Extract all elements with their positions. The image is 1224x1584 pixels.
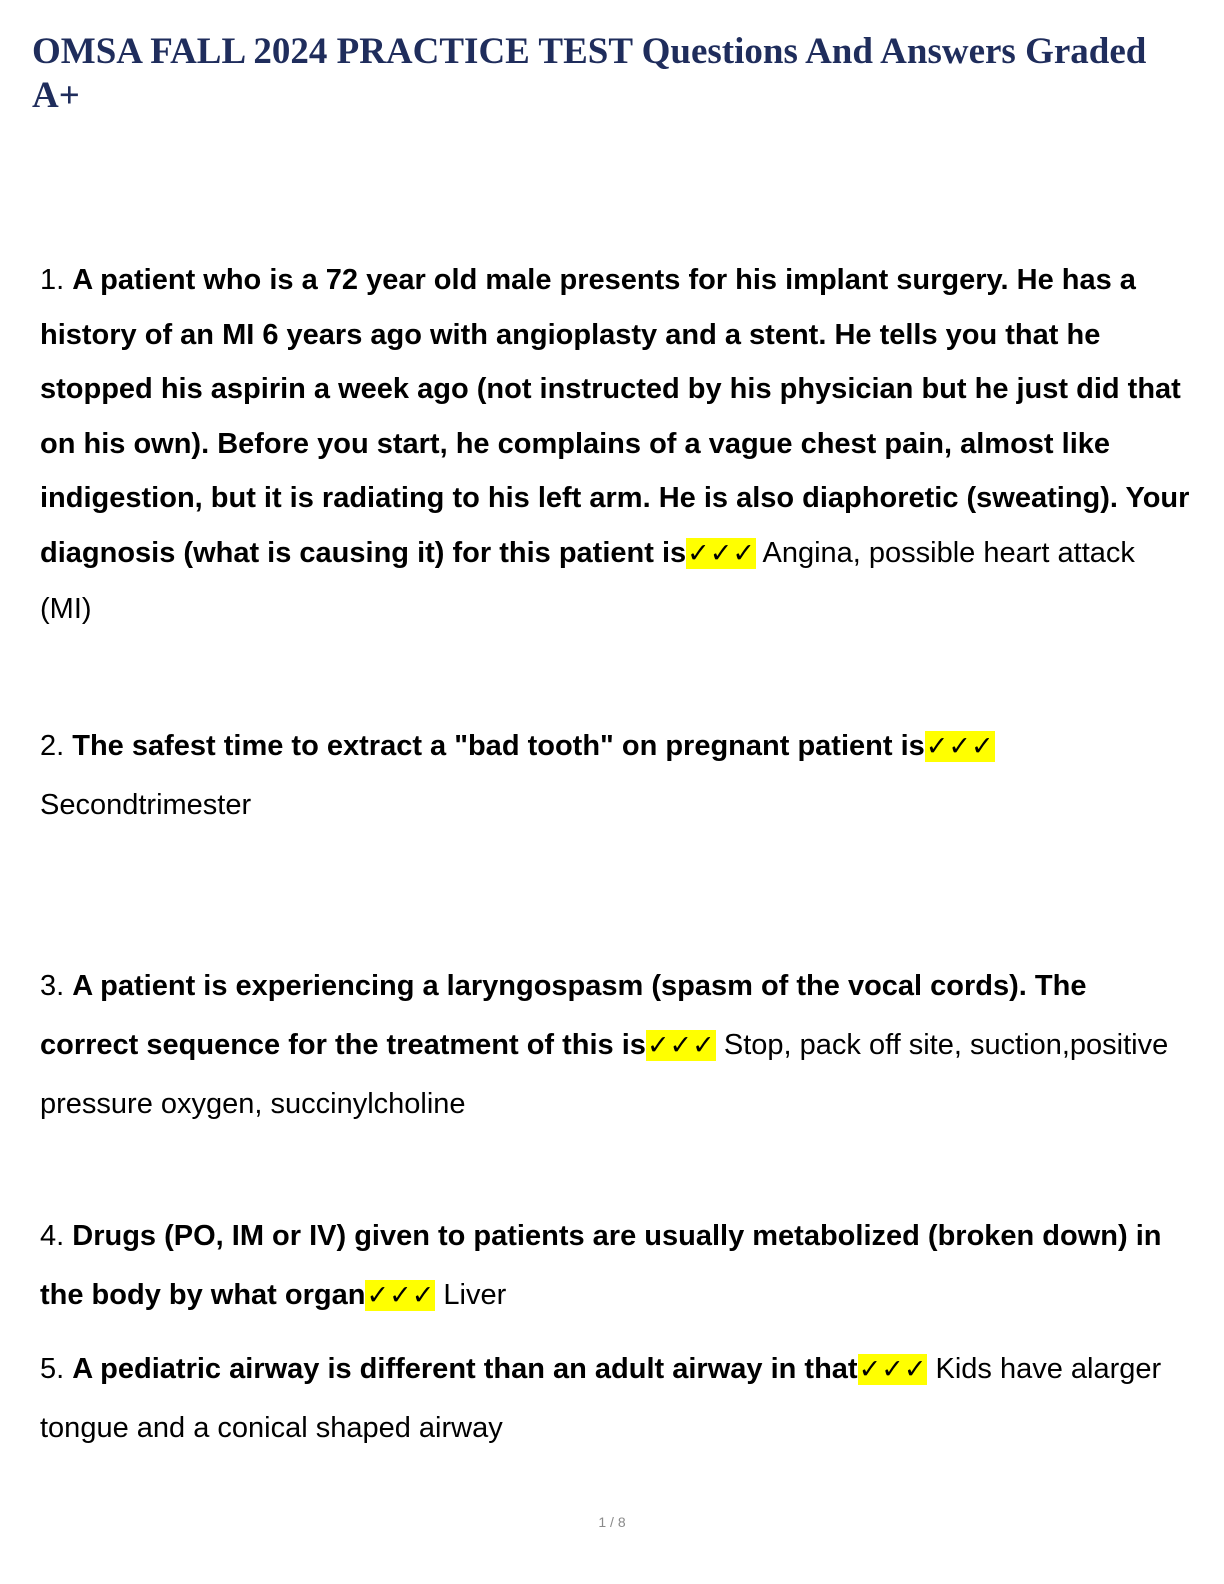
question-number: 5.: [40, 1353, 65, 1385]
check-mark-icon: ✓✓✓: [687, 537, 756, 569]
question-item: [40, 957, 1190, 1134]
question-text: A patient who is a 72 year old male presents for his implant surgery. He has a history of an MI 6 years ago with angioplasty and a stent. He tells you that he stopped his aspirin a week ago (not instructed by his physician but he just did that on his own). Before you start, he complains of a vague chest pain, almost like indigestion, but it is radiating to his left arm. He is also diaphoretic (sweating). Your diagnosis (what is causing it) for this patient is: [40, 264, 1190, 569]
check-mark-icon: ✓✓✓: [858, 1354, 927, 1385]
question-number: 3.: [40, 970, 65, 1002]
page-indicator: 1 / 8: [598, 1514, 626, 1530]
document-title: OMSA FALL 2024 PRACTICE TEST Questions And Answers Graded A+: [32, 31, 1147, 116]
question-item: [40, 253, 1190, 636]
answer-text: Kids have alarger tongue and a conical shaped airway: [40, 1353, 1162, 1444]
question-number: 1.: [40, 264, 65, 296]
question-text: Drugs (PO, IM or IV) given to patients are usually metabolized (broken down) in the body by what organ: [40, 1220, 1162, 1311]
question-number: 2.: [40, 730, 65, 762]
answer-text: Angina, possible heart attack (MI): [40, 536, 1135, 625]
question-item: [40, 717, 1190, 835]
answer-text: Secondtrimester: [40, 789, 252, 821]
check-mark-icon: ✓✓✓: [925, 731, 994, 762]
check-mark-icon: ✓✓✓: [646, 1030, 715, 1061]
question-text: A patient is experiencing a laryngospasm (spasm of the vocal cords). The correct sequence for the treatment of this is: [40, 970, 1087, 1061]
question-number: 4.: [40, 1220, 65, 1252]
check-mark-icon: ✓✓✓: [366, 1280, 435, 1311]
question-item: [40, 1340, 1190, 1458]
answer-text: Stop, pack off site, suction,positive pressure oxygen, succinylcholine: [40, 1029, 1169, 1120]
answer-text: Liver: [443, 1279, 507, 1311]
question-item: [40, 1207, 1190, 1325]
question-text: The safest time to extract a "bad tooth" on pregnant patient is: [72, 730, 925, 762]
question-text: A pediatric airway is different than an adult airway in that: [72, 1353, 858, 1385]
